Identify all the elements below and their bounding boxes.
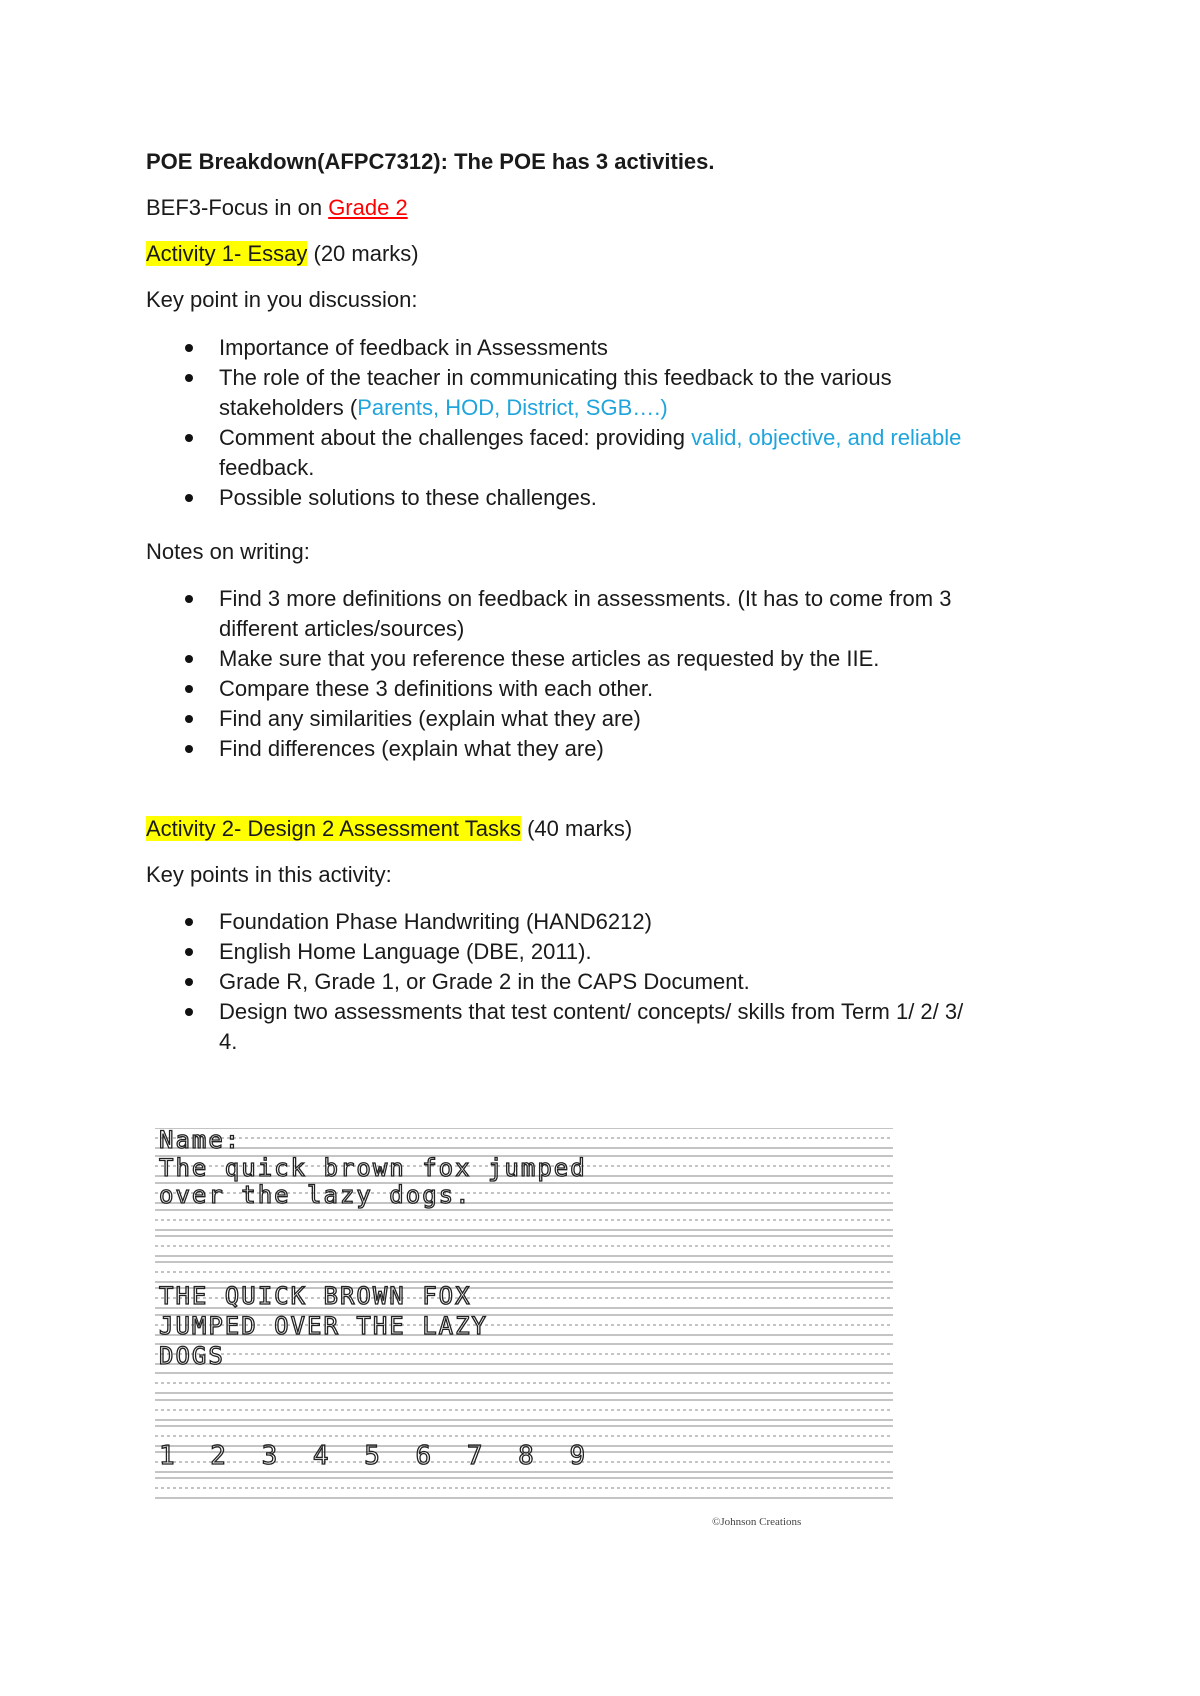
worksheet-uppercase-line-1: THE QUICK BROWN FOX bbox=[159, 1282, 472, 1310]
worksheet-uppercase-line-2: JUMPED OVER THE LAZY bbox=[159, 1312, 488, 1340]
activity1-title: Activity 1- Essay bbox=[146, 241, 308, 266]
activity2-key-label: Key points in this activity: bbox=[146, 862, 392, 887]
bullet-text: Design two assessments that test content/ concepts/ skills from Term 1/ 2/ 3/ bbox=[219, 999, 964, 1024]
grade-link[interactable]: Grade 2 bbox=[328, 195, 408, 220]
activity2-title: Activity 2- Design 2 Assessment Tasks bbox=[146, 816, 521, 841]
bullet-text-continued: different articles/sources) bbox=[219, 616, 465, 641]
activity1-bullet-list bbox=[146, 333, 1019, 513]
bullet-text: English Home Language (DBE, 2011). bbox=[219, 939, 592, 964]
activity2-heading bbox=[146, 816, 632, 842]
activity1-marks: (20 marks) bbox=[307, 241, 419, 266]
stakeholders-suffix: ) bbox=[660, 395, 668, 420]
bullet-text: The role of the teacher in communicating this feedback to the various bbox=[219, 365, 892, 390]
list-item bbox=[146, 644, 1019, 674]
bullet-text: Foundation Phase Handwriting (HAND6212) bbox=[219, 909, 652, 934]
list-item bbox=[146, 997, 1019, 1057]
handwriting-worksheet bbox=[155, 1128, 895, 1513]
challenges-qualities: valid, objective, and reliable bbox=[691, 425, 962, 450]
bullet-text-continued: feedback. bbox=[219, 455, 315, 480]
notes-bullet-list bbox=[146, 584, 1019, 764]
activity2-bullet-list bbox=[146, 907, 1019, 1057]
worksheet-uppercase-line-3: DOGS bbox=[159, 1342, 225, 1370]
bullet-text: Possible solutions to these challenges. bbox=[219, 485, 597, 510]
activity1-key-label: Key point in you discussion: bbox=[146, 287, 418, 312]
activity2-marks: (40 marks) bbox=[520, 816, 633, 841]
bullet-text: Find 3 more definitions on feedback in assessments. (It has to come from 3 bbox=[219, 586, 952, 611]
page-heading: POE Breakdown(AFPC7312): The POE has 3 activities. bbox=[146, 149, 715, 174]
worksheet-numbers: 1 2 3 4 5 6 7 8 9 bbox=[159, 1441, 596, 1471]
notes-label: Notes on writing: bbox=[146, 539, 310, 564]
list-item bbox=[146, 937, 1019, 967]
list-item bbox=[146, 584, 1019, 644]
worksheet-lowercase-line-1: The quick brown fox jumped bbox=[159, 1154, 587, 1182]
list-item bbox=[146, 674, 1019, 704]
bullet-text: Find any similarities (explain what they are) bbox=[219, 706, 641, 731]
activity1-heading bbox=[146, 241, 419, 267]
list-item bbox=[146, 363, 1019, 423]
focus-line bbox=[146, 195, 408, 221]
bullet-text: Grade R, Grade 1, or Grade 2 in the CAPS Document. bbox=[219, 969, 750, 994]
challenges-prefix: Comment about the challenges faced: providing bbox=[219, 425, 692, 450]
worksheet-credit: ©Johnson Creations bbox=[712, 1516, 802, 1528]
bullet-text-continued bbox=[219, 393, 1019, 423]
bullet-text: Find differences (explain what they are) bbox=[219, 736, 604, 761]
list-item bbox=[146, 704, 1019, 734]
worksheet-name-label: Name: bbox=[159, 1128, 242, 1154]
list-item bbox=[146, 333, 1019, 363]
stakeholders-prefix: stakeholders ( bbox=[219, 395, 358, 420]
bullet-text: Importance of feedback in Assessments bbox=[219, 335, 608, 360]
bullet-text: Compare these 3 definitions with each other. bbox=[219, 676, 654, 701]
list-item bbox=[146, 907, 1019, 937]
bullet-text bbox=[219, 423, 1019, 453]
list-item bbox=[146, 734, 1019, 764]
list-item bbox=[146, 967, 1019, 997]
stakeholders-list: Parents, HOD, District, SGB…. bbox=[357, 395, 661, 420]
focus-prefix: BEF3-Focus in on bbox=[146, 195, 329, 220]
bullet-text: Make sure that you reference these articles as requested by the IIE. bbox=[219, 646, 880, 671]
worksheet-lowercase-line-2: over the lazy dogs. bbox=[159, 1181, 472, 1209]
bullet-text-continued: 4. bbox=[219, 1029, 238, 1054]
list-item bbox=[146, 423, 1019, 483]
list-item bbox=[146, 483, 1019, 513]
